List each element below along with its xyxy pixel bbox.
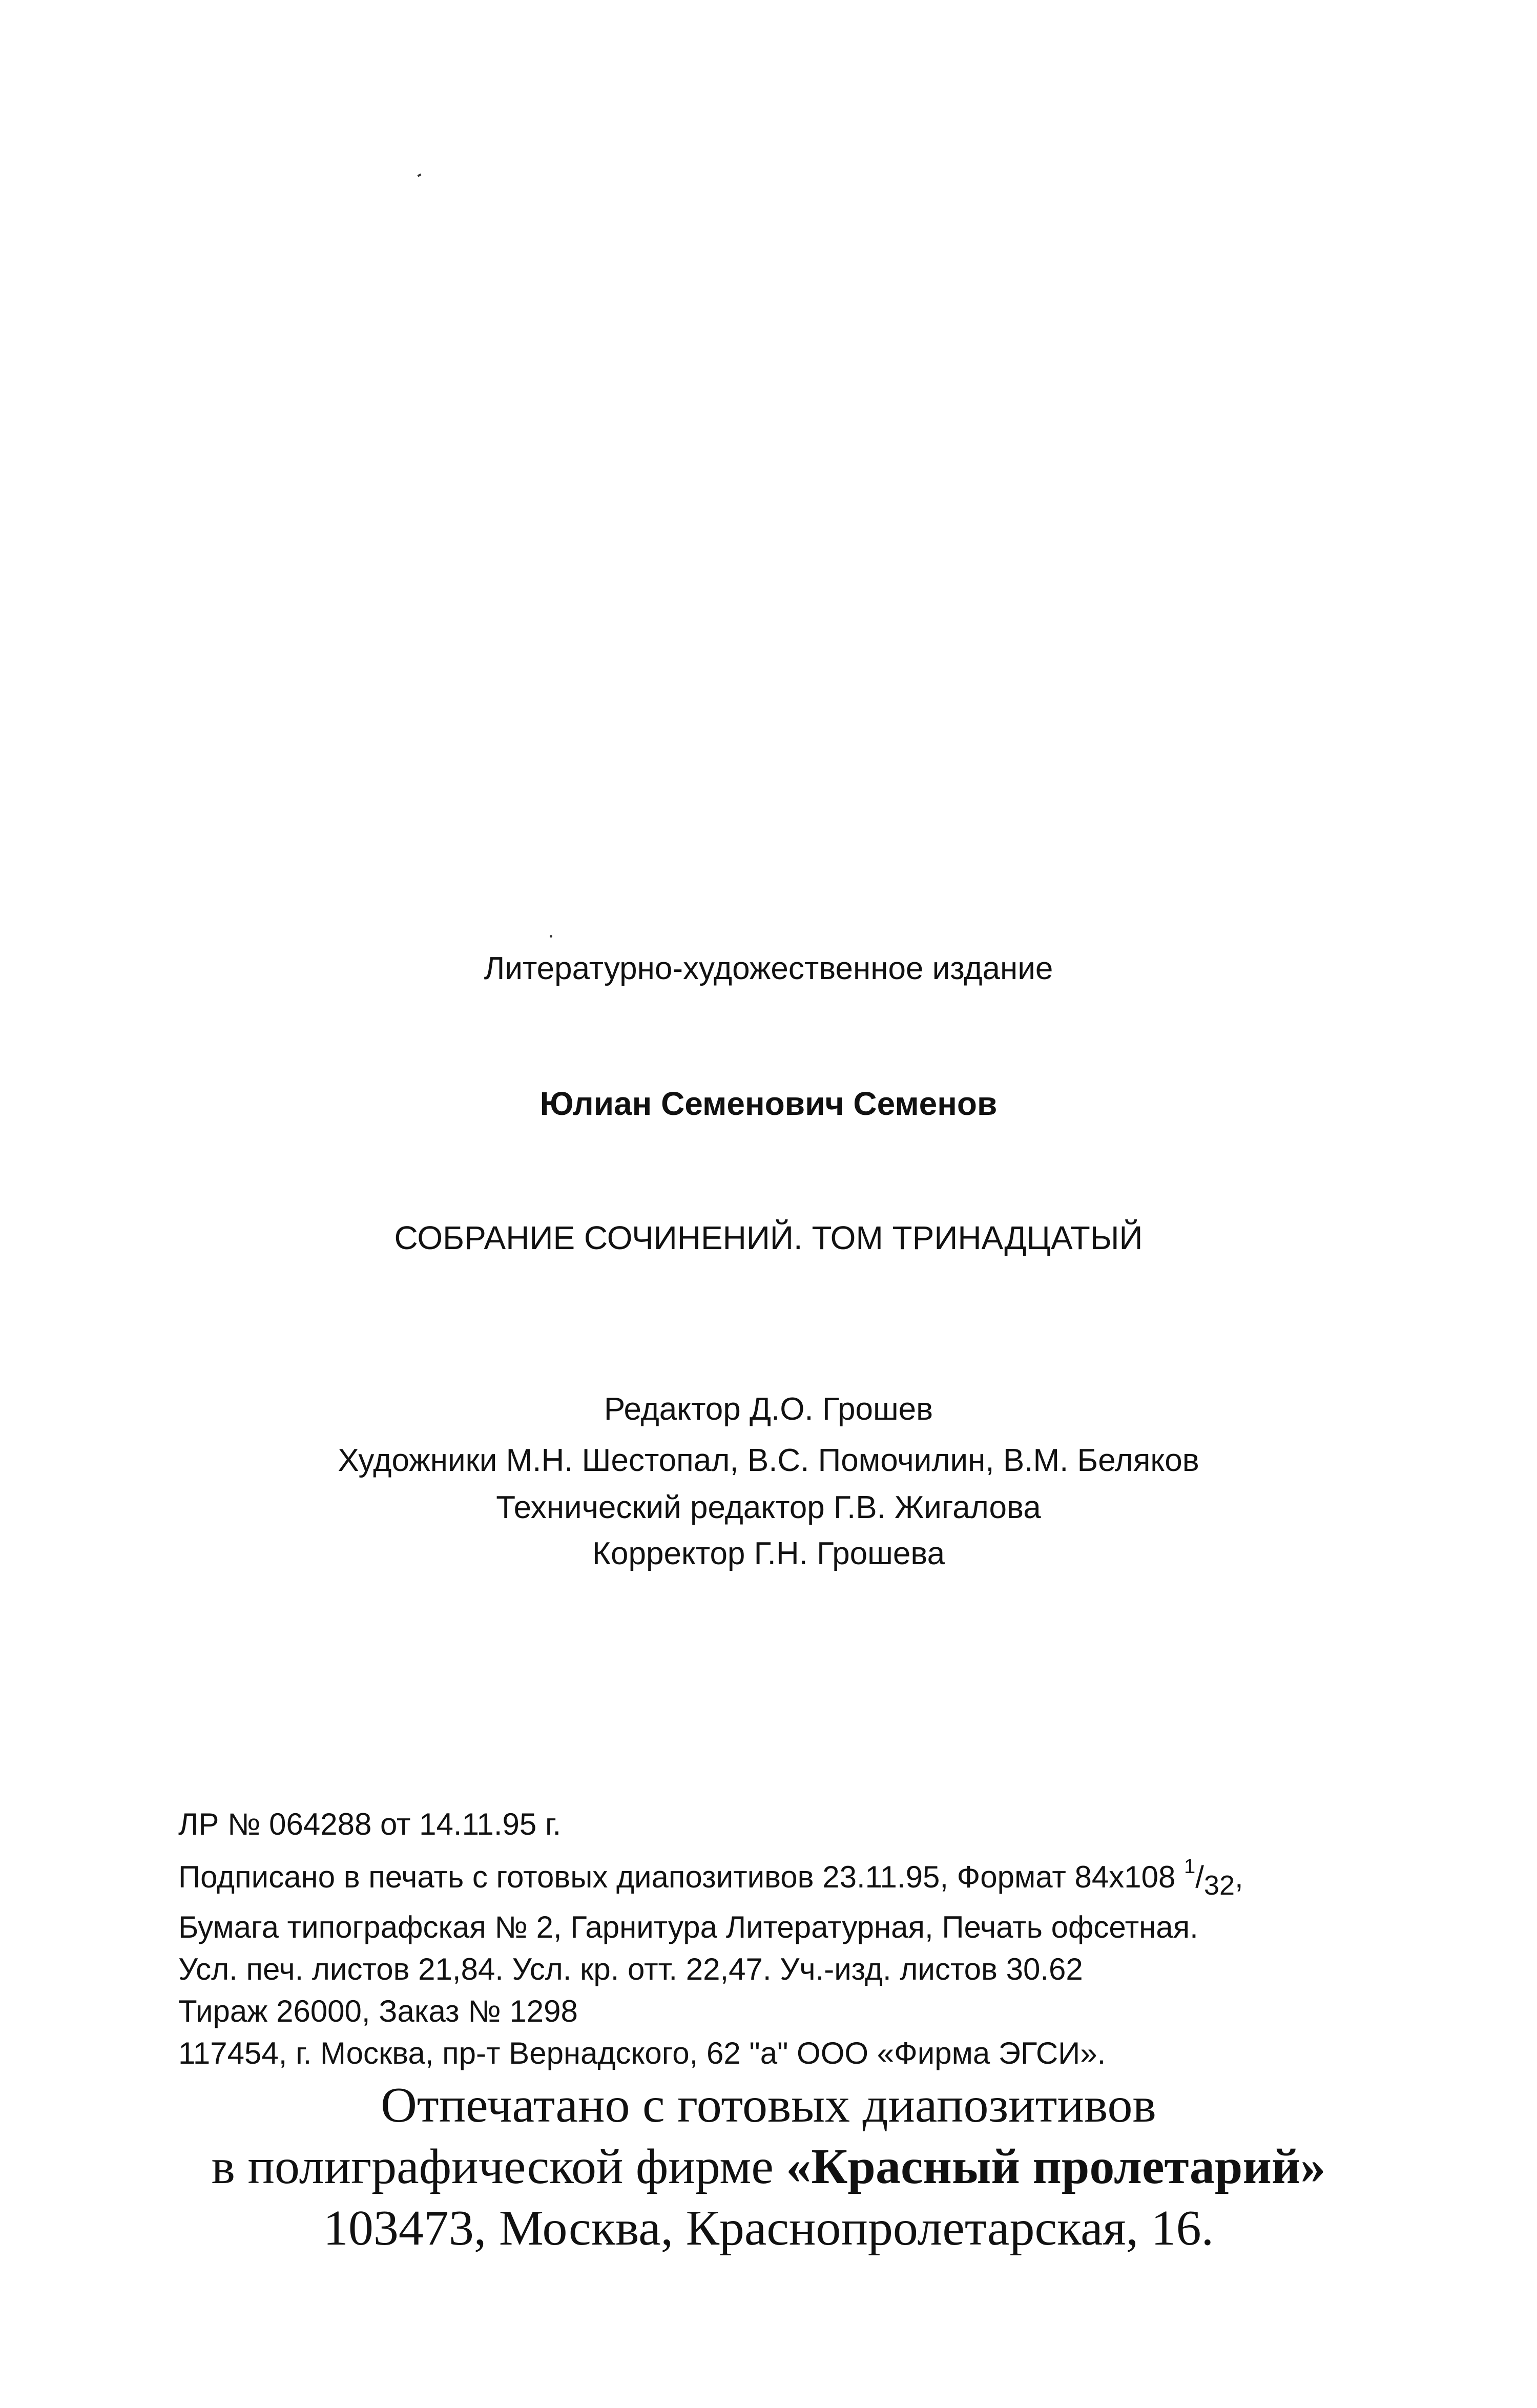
work-title: СОБРАНИЕ СОЧИНЕНИЙ. ТОМ ТРИНАДЦАТЫЙ xyxy=(394,1219,1143,1256)
imprint-paper: Бумага типографская № 2, Гарнитура Литературная, Печать офсетная. xyxy=(178,1910,1198,1944)
printer-name: «Красный пролетарий» xyxy=(786,2139,1326,2194)
imprint-signed xyxy=(178,1845,1408,1906)
imprint-publisher-address: 117454, г. Москва, пр-т Вернадского, 62 "а" ООО «Фирма ЭГСИ». xyxy=(178,2036,1106,2070)
printer-line-2-text: в полиграфической фирме xyxy=(211,2139,786,2194)
credit-editor: Редактор Д.О. Грошев xyxy=(604,1392,933,1427)
imprint-license: ЛР № 064288 от 14.11.95 г. xyxy=(178,1807,562,1841)
imprint-run-label: Тираж 26000, Заказ № xyxy=(178,1994,510,2028)
printer-line-2 xyxy=(0,2139,1537,2194)
imprint-signed-text: Подписано в печать с готовых диапозитивов 23.11.95, Формат 84х108 xyxy=(178,1860,1184,1894)
format-slash: / xyxy=(1195,1860,1204,1894)
edition-type: Литературно-художественное издание xyxy=(484,951,1053,986)
format-numerator: 1 xyxy=(1183,1855,1196,1878)
imprint-run xyxy=(178,1990,1408,2032)
credit-artists: Художники М.Н. Шестопал, В.С. Помочилин, В.М. Беляков xyxy=(338,1443,1199,1478)
format-denominator: 32 xyxy=(1203,1870,1235,1901)
print-speck xyxy=(417,174,421,177)
credit-tech-editor: Технический редактор Г.В. Жигалова xyxy=(496,1490,1041,1525)
credit-proofreader: Корректор Г.Н. Грошева xyxy=(592,1536,945,1571)
imprint-block xyxy=(178,1803,1408,2074)
author-name: Юлиан Семенович Семенов xyxy=(539,1085,998,1122)
printer-address: 103473, Москва, Краснопролетарская, 16. xyxy=(323,2201,1214,2256)
format-suffix: , xyxy=(1234,1860,1243,1894)
imprint-sheets: Усл. печ. листов 21,84. Усл. кр. отт. 22,47. Уч.-изд. листов 30.62 xyxy=(178,1952,1083,1986)
print-dot xyxy=(550,935,552,938)
imprint-order-number: 1298 xyxy=(509,1994,578,2028)
format-fraction xyxy=(1183,1855,1235,1901)
printer-line-1: Отпечатано с готовых диапозитивов xyxy=(381,2078,1156,2133)
